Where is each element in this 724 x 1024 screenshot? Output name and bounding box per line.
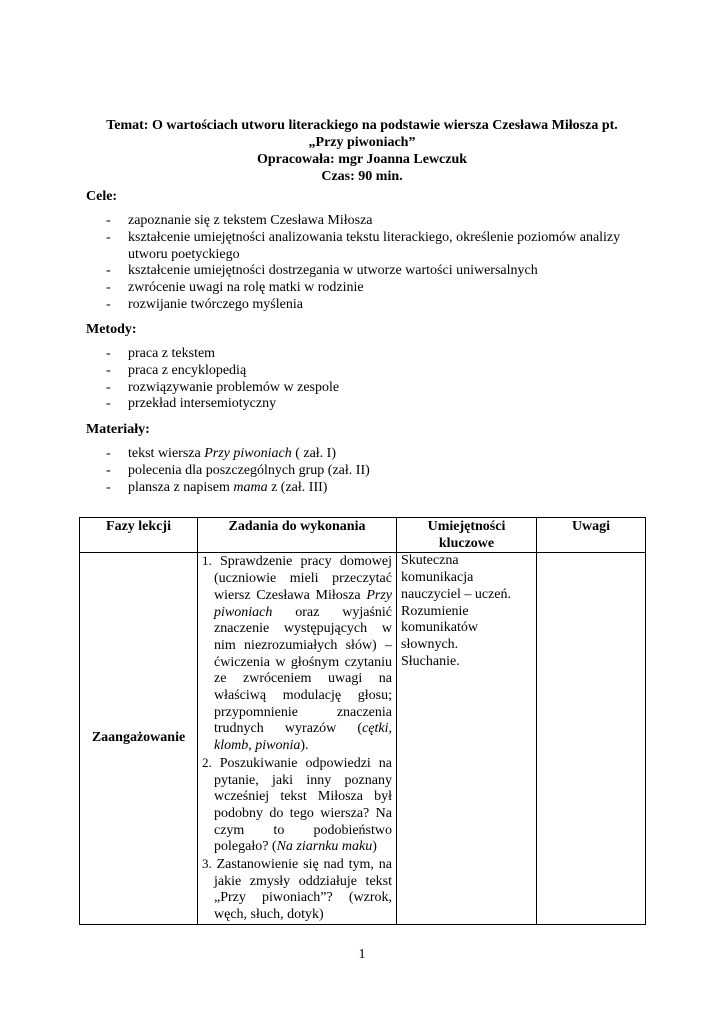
task-1: 1. Sprawdzenie pracy domowej (uczniowie mieli przeczytać wiersz Czesława Miłosza Przy piwoniach oraz wyjaśnić znaczenie występujących w nim niezrozumiałych słów) – ćwiczenia w głośnym czytaniu ze zwróceniem uwagi na właściwą modulację głosu; przypomnienie znaczenia trudnych wyrazów (cętki, klomb, piwonia). (202, 553, 392, 754)
methods-heading: Metody: (86, 322, 137, 337)
header-notes: Uwagi (537, 518, 646, 553)
list-item: - rozwijanie twórczego myślenia (106, 297, 626, 314)
lesson-plan-table (79, 517, 646, 925)
skill-item: Słuchanie. (401, 653, 460, 669)
task-2: 2. Poszukiwanie odpowiedzi na pytanie, jaki inny poznany wcześniej tekst Miłosza był podobny do tego wiersza? Na czym to podobieństwo polegało? (Na ziarnku maku) (202, 754, 392, 855)
list-item: - praca z tekstem (106, 346, 626, 363)
table-header-row (80, 518, 646, 553)
notes-cell (537, 553, 646, 924)
skill-item: Skuteczna komunikacja nauczyciel – uczeń. (401, 553, 511, 602)
skills-cell (397, 553, 537, 924)
skill-item: Rozumienie komunikatów słownych. (401, 603, 478, 652)
list-item: - rozwiązywanie problemów w zespole (106, 380, 626, 397)
materials-heading: Materiały: (86, 422, 150, 437)
author-line: Opracowała: mgr Joanna Lewczuk (256, 152, 468, 167)
table-row (80, 553, 646, 924)
lesson-header (60, 117, 664, 185)
list-item: - kształcenie umiejętności dostrzegania w utworze wartości uniwersalnych (106, 263, 626, 280)
task-3: 3. Zastanowienie się nad tym, na jakie zmysły oddziałuje tekst „Przy piwoniach”? (wzrok, węch, słuch, dotyk) (202, 856, 392, 923)
goals-list (106, 213, 626, 314)
header-phases: Fazy lekcji (80, 518, 198, 553)
page-number: 1 (358, 947, 366, 962)
phase-cell: Zaangażowanie (80, 553, 198, 924)
goals-heading: Cele: (86, 189, 118, 204)
tasks-cell (198, 553, 397, 924)
list-item: - tekst wiersza Przy piwoniach ( zał. I) (106, 446, 626, 463)
duration-line: Czas: 90 min. (321, 169, 403, 184)
header-skills: Umiejętności kluczowe (397, 518, 537, 553)
topic-line-2: „Przy piwoniach” (308, 135, 416, 150)
methods-list (106, 346, 626, 413)
list-item: - polecenia dla poszczególnych grup (zał. II) (106, 463, 626, 480)
list-item: - przekład intersemiotyczny (106, 396, 626, 413)
list-item: - plansza z napisem mama z (zał. III) (106, 480, 626, 497)
list-item: - praca z encyklopedią (106, 363, 626, 380)
list-item: - kształcenie umiejętności analizowania tekstu literackiego, określenie poziomów analizy utworu poetyckiego (106, 230, 626, 264)
header-tasks: Zadania do wykonania (198, 518, 397, 553)
materials-list (106, 446, 626, 496)
list-item: - zwrócenie uwagi na rolę matki w rodzinie (106, 280, 626, 297)
list-item: - zapoznanie się z tekstem Czesława Miłosza (106, 213, 626, 230)
topic-line-1: Temat: O wartościach utworu literackiego na podstawie wiersza Czesława Miłosza pt. (106, 118, 618, 133)
